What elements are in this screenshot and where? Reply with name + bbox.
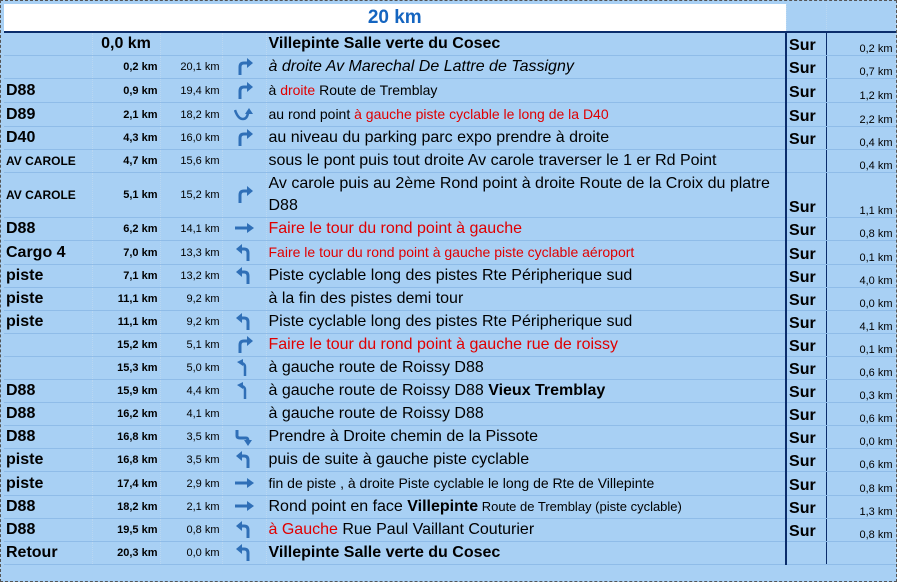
next-distance-cell: 4,1 km: [826, 311, 895, 334]
table-row: [4, 449, 895, 472]
instruction-text: à gauche route de Roissy D88: [268, 405, 484, 422]
next-distance-cell: 1,3 km: [826, 496, 895, 519]
table-row: [4, 103, 895, 127]
road-cell: D89: [4, 103, 92, 127]
title-blank-cell: [786, 4, 826, 32]
icon-cell: [222, 265, 266, 288]
road-cell: D88: [4, 496, 92, 519]
title-row: [4, 4, 895, 32]
icon-cell: [222, 241, 266, 265]
icon-cell: [222, 56, 266, 79]
next-distance-cell: 0,0 km: [826, 288, 895, 311]
table-row: [4, 79, 895, 103]
road-cell: piste: [4, 265, 92, 288]
instruction-cell: [266, 150, 786, 173]
icon-cell: [222, 79, 266, 103]
next-distance-cell: 0,4 km: [826, 150, 895, 173]
arrow-right-icon: [234, 475, 254, 492]
road-cell: D88: [4, 380, 92, 403]
distance-cell: 7,0 km: [92, 241, 160, 265]
remaining-cell: 20,1 km: [160, 56, 222, 79]
distance-cell: 11,1 km: [92, 311, 160, 334]
instruction-text: sous le pont puis tout droite Av carole traverser le 1 er Rd Point: [268, 152, 717, 169]
next-distance-cell: 4,0 km: [826, 265, 895, 288]
instruction-text: Rue Paul Vaillant Couturier: [337, 521, 535, 538]
remaining-cell: 3,5 km: [160, 449, 222, 472]
next-distance-cell: [826, 542, 895, 565]
table-row: [4, 426, 895, 449]
bear-left-icon: [234, 382, 254, 399]
table-row: [4, 241, 895, 265]
instruction-text: Prendre à Droite chemin de la Pissote: [268, 428, 538, 445]
road-cell: AV CAROLE: [4, 150, 92, 173]
sur-label: Sur: [786, 496, 826, 519]
turn-right-icon: [234, 82, 254, 99]
instruction-text: Villepinte Salle verte du Cosec: [268, 35, 501, 52]
next-distance-cell: 1,2 km: [826, 79, 895, 103]
icon-cell: [222, 288, 266, 311]
instruction-text: Piste cyclable long des pistes Rte Péripherique sud: [268, 267, 633, 284]
instruction-text: Route de Tremblay: [315, 82, 438, 98]
instruction-text: à Gauche: [268, 521, 338, 538]
road-cell: [4, 56, 92, 79]
icon-cell: [222, 127, 266, 150]
icon-cell: [222, 472, 266, 496]
distance-cell: 16,8 km: [92, 426, 160, 449]
distance-cell: 0,0 km: [92, 32, 160, 56]
instruction-cell: [266, 380, 786, 403]
instruction-cell: [266, 496, 786, 519]
next-distance-cell: 0,7 km: [826, 56, 895, 79]
distance-cell: 5,1 km: [92, 173, 160, 218]
turn-right-icon: [234, 58, 254, 75]
remaining-cell: 15,2 km: [160, 173, 222, 218]
distance-cell: 4,3 km: [92, 127, 160, 150]
distance-cell: 15,3 km: [92, 357, 160, 380]
remaining-cell: 0,8 km: [160, 519, 222, 542]
title-blank-cell: [826, 4, 895, 32]
turn-left-icon: [234, 451, 254, 468]
distance-cell: 0,2 km: [92, 56, 160, 79]
roundabout-icon: [234, 106, 254, 123]
sur-label: Sur: [786, 449, 826, 472]
table-row: [4, 265, 895, 288]
sur-label: Sur: [786, 357, 826, 380]
table-row: [4, 357, 895, 380]
instruction-cell: [266, 79, 786, 103]
table-row: [4, 403, 895, 426]
remaining-cell: 9,2 km: [160, 311, 222, 334]
remaining-cell: 4,1 km: [160, 403, 222, 426]
next-distance-cell: 0,6 km: [826, 449, 895, 472]
instruction-cell: [266, 542, 786, 565]
table-row: [4, 56, 895, 79]
instruction-text: Faire le tour du rond point à gauche rue de roissy: [268, 336, 619, 353]
route-table: [4, 4, 896, 565]
sur-label: Sur: [786, 173, 826, 218]
sur-label: Sur: [786, 32, 826, 56]
next-distance-cell: 0,1 km: [826, 334, 895, 357]
bear-left-icon: [234, 359, 254, 376]
road-cell: piste: [4, 472, 92, 496]
instruction-cell: [266, 265, 786, 288]
instruction-text: à droite Av Marechal De Lattre de Tassigny: [268, 58, 574, 75]
next-distance-cell: 0,6 km: [826, 357, 895, 380]
instruction-text: Piste cyclable long des pistes Rte Péripherique sud: [268, 313, 633, 330]
page-title: 20 km: [4, 4, 786, 32]
sur-label: Sur: [786, 56, 826, 79]
distance-cell: 18,2 km: [92, 496, 160, 519]
distance-cell: 11,1 km: [92, 288, 160, 311]
next-distance-cell: 0,8 km: [826, 519, 895, 542]
icon-cell: [222, 403, 266, 426]
remaining-cell: 4,4 km: [160, 380, 222, 403]
table-row: [4, 542, 895, 565]
instruction-text: Faire le tour du rond point à gauche: [268, 220, 522, 237]
remaining-cell: 9,2 km: [160, 288, 222, 311]
sur-label: Sur: [786, 403, 826, 426]
instruction-cell: [266, 426, 786, 449]
next-distance-cell: 1,1 km: [826, 173, 895, 218]
icon-cell: [222, 357, 266, 380]
instruction-text: droite: [280, 82, 316, 98]
instruction-cell: [266, 127, 786, 150]
sur-label: [786, 150, 826, 173]
road-cell: piste: [4, 288, 92, 311]
distance-cell: 0,9 km: [92, 79, 160, 103]
instruction-text: à gauche route de Roissy D88: [268, 359, 484, 376]
instruction-cell: [266, 288, 786, 311]
instruction-cell: [266, 334, 786, 357]
instruction-cell: [266, 32, 786, 56]
instruction-cell: [266, 56, 786, 79]
distance-cell: 17,4 km: [92, 472, 160, 496]
instruction-cell: [266, 519, 786, 542]
instruction-text: à: [268, 82, 281, 98]
icon-cell: [222, 519, 266, 542]
instruction-text: Vieux Tremblay: [488, 382, 606, 399]
table-row: [4, 380, 895, 403]
instruction-text: fin de piste , à droite Piste cyclable le long de Rte de Villepinte: [268, 475, 655, 491]
instruction-text: à gauche piste cyclable le long de la D40: [354, 106, 609, 122]
instruction-text: Villepinte: [407, 498, 479, 515]
turn-left-icon: [234, 521, 254, 538]
sur-label: Sur: [786, 79, 826, 103]
instruction-cell: [266, 472, 786, 496]
distance-cell: 4,7 km: [92, 150, 160, 173]
turn-left-icon: [234, 267, 254, 284]
icon-cell: [222, 380, 266, 403]
table-row: [4, 127, 895, 150]
sur-label: Sur: [786, 127, 826, 150]
distance-cell: 15,9 km: [92, 380, 160, 403]
road-cell: D88: [4, 403, 92, 426]
instruction-text: à la fin des pistes demi tour: [268, 290, 464, 307]
icon-cell: [222, 449, 266, 472]
sur-label: Sur: [786, 472, 826, 496]
sur-label: Sur: [786, 334, 826, 357]
instruction-cell: [266, 311, 786, 334]
instruction-cell: [266, 357, 786, 380]
distance-cell: 19,5 km: [92, 519, 160, 542]
next-distance-cell: 0,8 km: [826, 472, 895, 496]
next-distance-cell: 0,4 km: [826, 127, 895, 150]
sur-label: Sur: [786, 311, 826, 334]
icon-cell: [222, 32, 266, 56]
remaining-cell: 19,4 km: [160, 79, 222, 103]
table-row: [4, 519, 895, 542]
remaining-cell: 2,9 km: [160, 472, 222, 496]
instruction-text: puis de suite à gauche piste cyclable: [268, 451, 530, 468]
icon-cell: [222, 311, 266, 334]
road-cell: D88: [4, 519, 92, 542]
table-row: [4, 334, 895, 357]
road-cell: D40: [4, 127, 92, 150]
remaining-cell: 15,6 km: [160, 150, 222, 173]
table-row: [4, 472, 895, 496]
remaining-cell: 13,3 km: [160, 241, 222, 265]
zigzag-icon: [234, 428, 254, 445]
road-cell: piste: [4, 449, 92, 472]
table-row: [4, 32, 895, 56]
sur-label: Sur: [786, 265, 826, 288]
table-row: [4, 496, 895, 519]
sur-label: Sur: [786, 519, 826, 542]
icon-cell: [222, 103, 266, 127]
instruction-text: Villepinte Salle verte du Cosec: [268, 544, 501, 561]
turn-right-icon: [234, 129, 254, 146]
distance-cell: 15,2 km: [92, 334, 160, 357]
table-row: [4, 173, 895, 218]
next-distance-cell: 0,8 km: [826, 218, 895, 241]
next-distance-cell: 0,2 km: [826, 32, 895, 56]
road-cell: piste: [4, 311, 92, 334]
next-distance-cell: 0,6 km: [826, 403, 895, 426]
icon-cell: [222, 218, 266, 241]
distance-cell: 16,2 km: [92, 403, 160, 426]
turn-right-icon: [234, 336, 254, 353]
remaining-cell: 2,1 km: [160, 496, 222, 519]
road-cell: [4, 334, 92, 357]
road-cell: [4, 32, 92, 56]
road-cell: D88: [4, 79, 92, 103]
icon-cell: [222, 150, 266, 173]
arrow-right-icon: [234, 220, 254, 237]
sur-label: Sur: [786, 288, 826, 311]
sur-label: Sur: [786, 218, 826, 241]
instruction-text: Rond point en face: [268, 498, 408, 515]
next-distance-cell: 0,0 km: [826, 426, 895, 449]
remaining-cell: 16,0 km: [160, 127, 222, 150]
distance-cell: 16,8 km: [92, 449, 160, 472]
instruction-cell: [266, 103, 786, 127]
remaining-cell: 5,0 km: [160, 357, 222, 380]
icon-cell: [222, 173, 266, 218]
instruction-text: à gauche route de Roissy D88: [268, 382, 489, 399]
instruction-text: au niveau du parking parc expo prendre à droite: [268, 129, 610, 146]
instruction-text: Faire le tour du rond point à gauche piste cyclable aéroport: [268, 244, 635, 260]
sur-label: Sur: [786, 103, 826, 127]
distance-cell: 6,2 km: [92, 218, 160, 241]
table-row: [4, 218, 895, 241]
next-distance-cell: 0,3 km: [826, 380, 895, 403]
distance-cell: 2,1 km: [92, 103, 160, 127]
next-distance-cell: 2,2 km: [826, 103, 895, 127]
remaining-cell: 14,1 km: [160, 218, 222, 241]
instruction-text: Route de Tremblay (piste cyclable): [478, 499, 682, 514]
next-distance-cell: 0,1 km: [826, 241, 895, 265]
turn-right-icon: [234, 186, 254, 203]
remaining-cell: 0,0 km: [160, 542, 222, 565]
distance-cell: 7,1 km: [92, 265, 160, 288]
turn-left-icon: [234, 313, 254, 330]
icon-cell: [222, 542, 266, 565]
icon-cell: [222, 496, 266, 519]
road-cell: Cargo 4: [4, 241, 92, 265]
road-cell: Retour: [4, 542, 92, 565]
icon-cell: [222, 426, 266, 449]
instruction-cell: [266, 218, 786, 241]
sur-label: Sur: [786, 426, 826, 449]
table-row: [4, 150, 895, 173]
sur-label: Sur: [786, 380, 826, 403]
instruction-cell: [266, 403, 786, 426]
instruction-cell: [266, 241, 786, 265]
table-row: [4, 311, 895, 334]
instruction-text: Av carole puis au 2ème Rond point à droite Route de la Croix du platre D88: [268, 175, 770, 214]
road-cell: [4, 357, 92, 380]
sur-label: [786, 542, 826, 565]
instruction-cell: [266, 173, 786, 218]
instruction-text: au rond point: [268, 106, 355, 122]
table-row: [4, 288, 895, 311]
road-cell: D88: [4, 218, 92, 241]
remaining-cell: 3,5 km: [160, 426, 222, 449]
remaining-cell: 13,2 km: [160, 265, 222, 288]
remaining-cell: 18,2 km: [160, 103, 222, 127]
sur-label: Sur: [786, 241, 826, 265]
remaining-cell: 5,1 km: [160, 334, 222, 357]
road-cell: D88: [4, 426, 92, 449]
remaining-cell: [160, 32, 222, 56]
instruction-cell: [266, 449, 786, 472]
arrow-right-icon: [234, 498, 254, 515]
turn-left-icon: [234, 544, 254, 561]
road-cell: AV CAROLE: [4, 173, 92, 218]
distance-cell: 20,3 km: [92, 542, 160, 565]
icon-cell: [222, 334, 266, 357]
turn-left-icon: [234, 244, 254, 261]
